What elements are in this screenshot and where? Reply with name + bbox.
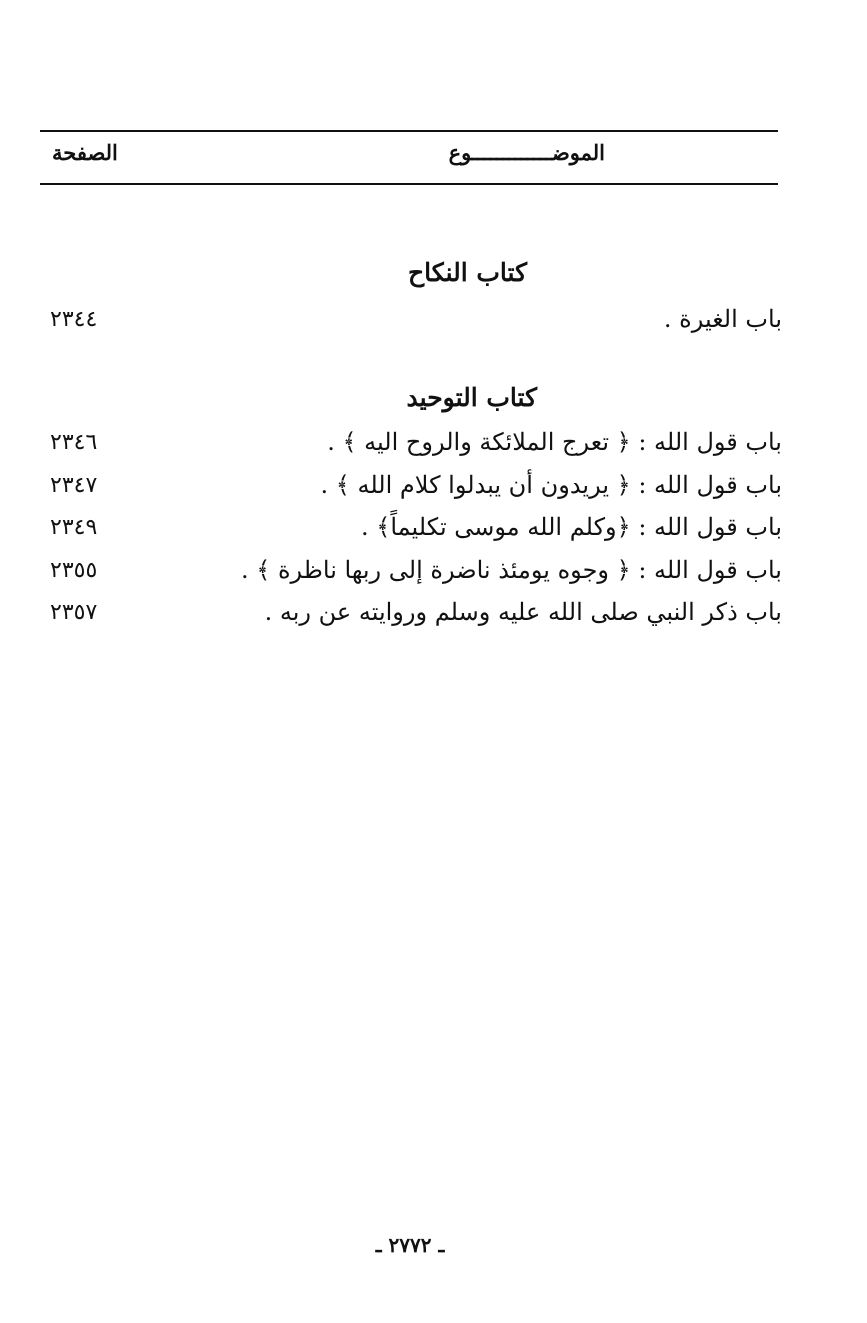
toc-entry-page: ٢٣٤٤ (50, 307, 98, 332)
section-title-tawhid: كتاب التوحيد (406, 383, 537, 412)
toc-entry (40, 556, 782, 596)
toc-entry (40, 428, 782, 468)
toc-entry-page: ٢٣٤٩ (50, 515, 98, 540)
header-bottom-rule (40, 183, 778, 185)
toc-entry (40, 513, 782, 553)
toc-entry (40, 598, 782, 638)
toc-entry-text: باب ذكر النبي صلى الله عليه وسلم وروايته عن ربه . (264, 598, 782, 626)
section-title-nikah: كتاب النكاح (408, 258, 527, 287)
header-top-rule (40, 130, 778, 132)
toc-entry (40, 471, 782, 511)
toc-entry-text: باب قول الله : ﴿وكلم الله موسى تكليماً﴾ . (361, 513, 782, 541)
header-subject-label: الموضـــــــــــــوع (448, 140, 605, 165)
toc-entry-page: ٢٣٤٦ (50, 430, 98, 455)
header-page-label: الصفحة (52, 140, 118, 165)
toc-entry-page: ٢٣٤٧ (50, 473, 98, 498)
footer-page-number: ـ ٢٧٧٢ ـ (375, 1233, 445, 1257)
toc-entry-page: ٢٣٥٧ (50, 600, 98, 625)
toc-entry-text: باب الغيرة . (663, 305, 782, 333)
toc-entry-text: باب قول الله : ﴿ تعرج الملائكة والروح اليه ﴾ . (327, 428, 782, 456)
toc-entry (40, 305, 782, 345)
toc-entry-page: ٢٣٥٥ (50, 558, 98, 583)
toc-entry-text: باب قول الله : ﴿ يريدون أن يبدلوا كلام الله ﴾ . (320, 471, 782, 499)
toc-entry-text: باب قول الله : ﴿ وجوه يومئذ ناضرة إلى ربها ناظرة ﴾ . (241, 556, 782, 584)
